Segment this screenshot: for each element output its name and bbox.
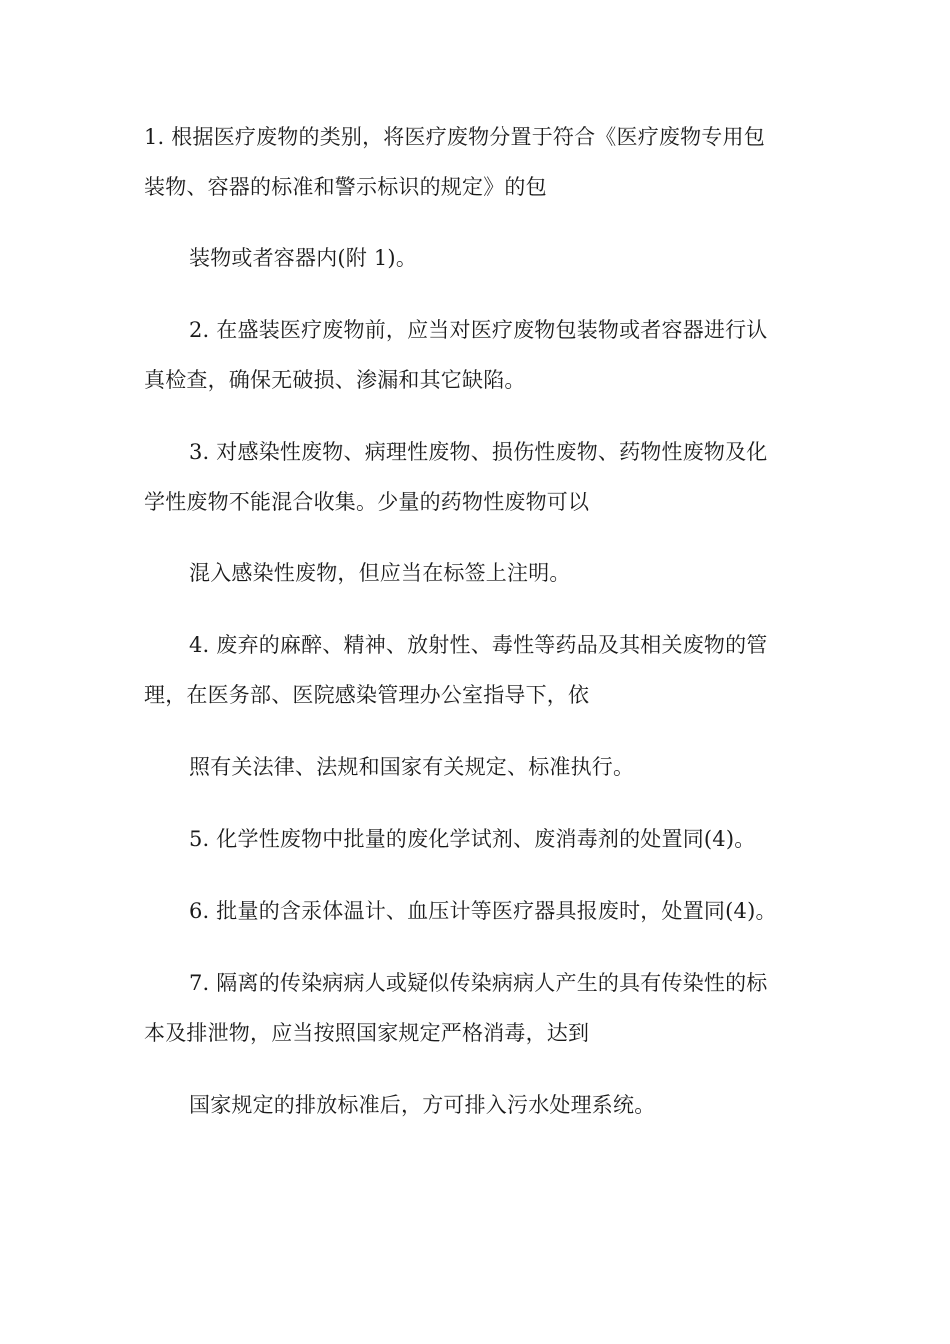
item-7-line-2: 本及排泄物，应当按照国家规定严格消毒，达到: [144, 1021, 590, 1045]
item-7-line-1: 7. 隔离的传染病病人或疑似传染病病人产生的具有传染性的标: [189, 971, 768, 995]
item-4-line-3: 照有关法律、法规和国家有关规定、标准执行。: [189, 755, 635, 779]
item-7-line-3: 国家规定的排放标准后，方可排入污水处理系统。: [189, 1093, 656, 1117]
item-4-line-2: 理，在医务部、医院感染管理办公室指导下，依: [144, 683, 590, 707]
item-3-line-1: 3. 对感染性废物、病理性废物、损伤性废物、药物性废物及化: [189, 440, 768, 464]
item-4-line-1: 4. 废弃的麻醉、精神、放射性、毒性等药品及其相关废物的管: [189, 633, 768, 657]
item-1-line-3: 装物或者容器内(附 1)。: [189, 246, 418, 270]
item-3-line-3: 混入感染性废物，但应当在标签上注明。: [189, 561, 571, 585]
item-2-line-1: 2. 在盛装医疗废物前，应当对医疗废物包装物或者容器进行认: [189, 318, 768, 342]
item-6-line-1: 6. 批量的含汞体温计、血压计等医疗器具报废时，处置同(4)。: [189, 899, 777, 923]
item-2-line-2: 真检查，确保无破损、渗漏和其它缺陷。: [144, 368, 526, 392]
item-5-line-1: 5. 化学性废物中批量的废化学试剂、废消毒剂的处置同(4)。: [189, 827, 756, 851]
item-1-line-2: 装物、容器的标准和警示标识的规定》的包: [144, 175, 547, 199]
item-3-line-2: 学性废物不能混合收集。少量的药物性废物可以: [144, 490, 590, 514]
item-1-line-1: 1. 根据医疗废物的类别，将医疗废物分置于符合《医疗废物专用包: [144, 125, 765, 149]
